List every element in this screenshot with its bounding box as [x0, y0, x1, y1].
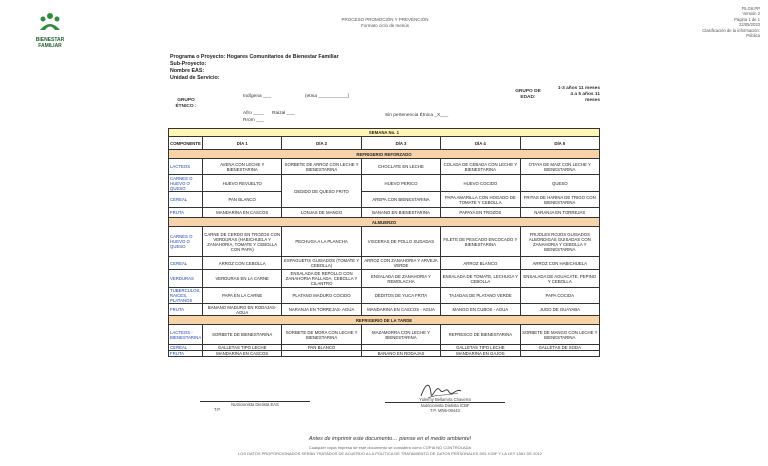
age-range-2: 4 a 5 años 11 [570, 92, 600, 97]
table-row [169, 192, 600, 208]
menu-cell: SORBETE DE MANGO CON LECHE Y BIENESTARINA [520, 325, 599, 345]
menu-cell: ARROZ CON ZANAHORIA Y ARVEJA VERDE [361, 257, 440, 270]
menu-cell: ARROZ CON HABICHUELA [520, 257, 599, 270]
ethnic-raizal: Raizal ___ [272, 111, 295, 116]
table-row [169, 159, 600, 175]
ethnic-none: Sin pertenencia Étnica _X___ [385, 113, 449, 118]
document-header [300, 17, 470, 29]
menu-cell: SORBETE DE BIENESTARINA [203, 325, 282, 345]
program-name: Programa o Proyecto: Hogares Comunitarios de Bienestar Familiar [170, 54, 339, 60]
signature-eas-tp: T.P. [214, 407, 221, 412]
day-header: DÍA 5 [520, 137, 599, 150]
menu-cell: HUEVO COCIDO [441, 175, 520, 192]
menu-cell: PECHUGA A LA PLANCHA [282, 227, 361, 257]
header-row [169, 137, 600, 150]
menu-cell: ARROZ BLANCO [441, 257, 520, 270]
doc-page: Página 1 de 1 [734, 16, 760, 22]
menu-cell: REFRESCO DE BIENESTARINA [441, 325, 520, 345]
menu-cell: PAPA EN LA CARNE [203, 288, 282, 304]
logo-line2: FAMILIAR [38, 43, 62, 49]
ethnic-group-label: GRUPO ÉTNICO : [175, 98, 197, 109]
menu-cell: GALLETAS TIPO LECHE [441, 345, 520, 351]
signature-eas-role: Nutricionista Dietista EAS [231, 402, 279, 407]
menu-table [168, 128, 600, 357]
age-range-3: meses [585, 98, 600, 103]
process-title: PROCESO PROMOCIÓN Y PREVENCIÓN [341, 17, 429, 22]
table-row [169, 304, 600, 316]
menu-cell: BANANO EN BIENESTARINA [361, 208, 440, 218]
table-row [169, 257, 600, 270]
menu-cell: PAPA COCIDA [520, 288, 599, 304]
footer-copy-note: Cualquier copia impresa de este documento se considera como COPIA NO CONTROLADA [308, 445, 472, 450]
menu-cell: GALLETAS DE SODA [520, 345, 599, 351]
menu-cell: ARROZ CON CEBOLLA [203, 257, 282, 270]
menu-cell: SORBETE DE MORA CON LECHE Y BIENESTARINA [282, 325, 361, 345]
menu-cell: MANGO EN CUBOS - AGUA [441, 304, 520, 316]
menu-cell: CHOCLATE EN LECHE [361, 159, 440, 175]
table-row [169, 208, 600, 218]
menu-cell: DEDIDO DE QUESO FRITO [282, 175, 361, 208]
logo-line1: BIENESTAR [35, 37, 65, 43]
component-label: CEREAL [169, 192, 203, 208]
menu-cell: GALLETAS TIPO LECHE [203, 345, 282, 351]
sub-project: Sub-Proyecto: [170, 61, 207, 67]
doc-date: 22/05/2023 [739, 22, 760, 28]
menu-cell: ESPAGUETIS GUISADOS (TOMATE Y CEBOLLA) [282, 257, 361, 270]
menu-cell: FRITAS DE HARINA DE TRIGO CON BIENESTARINA [520, 192, 599, 208]
menu-cell: MANDARINA EN CASCOS - AGUA [361, 304, 440, 316]
menu-cell: AVENA CON LECHE Y BIENESTARINA [203, 159, 282, 175]
menu-cell: MANDARINA EN CASCOS [203, 208, 282, 218]
component-label: FRUTA [169, 351, 203, 357]
menu-cell: MANDARINA EN CASCOS [203, 351, 282, 357]
ethnic-afro: Afro ____ [243, 111, 264, 116]
section-refrigerio-reforzado: REFRIGERIO REFORZADO [169, 150, 600, 159]
menu-cell: JUGO DE GUAYABA [520, 304, 599, 316]
week-row [169, 129, 600, 137]
ethnic-etnia: (etnia ___________) [305, 94, 350, 99]
menu-cell: MANDARINA EN GAJOS [441, 351, 520, 357]
table-row [169, 227, 600, 257]
icbf-logo [28, 12, 72, 49]
signature-icbf-name: Yuleimy Bellamira Chaverra [419, 397, 471, 402]
signature-eas [200, 401, 310, 412]
component-label: CEREAL [169, 345, 203, 351]
menu-cell: LONJAS DE MANGO [282, 208, 361, 218]
component-label: FRUTA [169, 208, 203, 218]
section-refrigerio-tarde: REFRIGERIO DE LA TARDE [169, 316, 600, 325]
doc-version: Versión 2 [742, 11, 760, 17]
doc-code: F5.G6.PP [741, 6, 760, 11]
age-group-label: GRUPO DE EDAD: [515, 89, 541, 100]
day-header: DÍA 1 [203, 137, 282, 150]
signature-icbf-tp: T.P. MN6-09443 [430, 408, 460, 413]
component-label: LACTEOS - BIENESTARINA [169, 325, 203, 345]
component-label: CEREAL [169, 257, 203, 270]
doc-classification-label: Clasificación de la información: [702, 27, 760, 33]
table-row [169, 270, 600, 288]
day-header: DÍA 4 [441, 137, 520, 150]
eas-name: Nombre EAS: [170, 68, 205, 74]
section-almuerzo: ALMUERZO [169, 218, 600, 227]
menu-cell: NARANJA EN TORREJAS- AGUA [282, 304, 361, 316]
component-header: COMPONENTE [169, 137, 203, 150]
menu-cell: FILETE DE PESCADO ENCOCADO Y BIENESTARINA [441, 227, 520, 257]
menu-cell: BANANO EN RODAJAS [361, 351, 440, 357]
menu-cell: ENSALADA DE AGUACATE, PEPINO Y CEBOLLA [520, 270, 599, 288]
menu-cell: ENSALADA DE TOMATE, LECHUGA Y CEBOLLA [441, 270, 520, 288]
menu-cell: DEDITOS DE YUCA FRITA [361, 288, 440, 304]
menu-cell: CARNE DE CERDO EN TROZOS CON VERDURAS (HABICHUELA Y ZANAHORIA, TOMATE Y CEBOLLA CON PAPA) [203, 227, 282, 257]
component-label: FRUTA [169, 304, 203, 316]
format-title: Formato ciclo de menús [360, 23, 410, 28]
signature-icbf [385, 397, 505, 413]
menu-cell: ENSALADA DE ZANAHORIA Y REMOLACHA [361, 270, 440, 288]
menu-cell: OTAYA DE MAIZ CON LECHE Y BIENESTARINA [520, 159, 599, 175]
menu-cell: MAZAMORRA CON LECHE Y BIENESTARINA [361, 325, 440, 345]
doc-classification: Pública [746, 33, 760, 39]
table-row [169, 288, 600, 304]
menu-cell: PAN BLANCO [282, 345, 361, 351]
menu-cell: PAPAYA EN TROZOS [441, 208, 520, 218]
age-range-1: 1-3 años 11 meses [557, 86, 600, 91]
menu-cell: TAJADAS DE PLATANO VERDE [441, 288, 520, 304]
menu-cell: NARANJA EN TORREJAS [520, 208, 599, 218]
component-label: VERDURAS [169, 270, 203, 288]
menu-cell: ENSALADA DE REPOLLO CON ZANAHORIA RALLADA, CEBOLLA Y CILANTRO [282, 270, 361, 288]
footer-slogan: Antes de imprimir este documento… piense en el medio ambiente! [308, 436, 472, 442]
menu-cell [520, 351, 599, 357]
menu-cell: COLADA DE CEBADA CON LECHE Y BIENESTARINA [441, 159, 520, 175]
component-label: TUBERCULOS, RAICES, PLATANOS [170, 288, 201, 303]
table-row [169, 175, 600, 192]
ethnic-indigena: Indígena ___ [243, 94, 272, 99]
table-row [169, 325, 600, 345]
menu-cell: VERDURAS EN LA CARNE [203, 270, 282, 288]
table-row [169, 351, 600, 357]
week-title: SEMANA No. 1 [169, 129, 600, 137]
component-label: LACTEOS [169, 159, 203, 175]
menu-cell: PAN BLANCO [203, 192, 282, 208]
document-control-info [690, 6, 760, 38]
menu-cell: PLATANO MADURO COCIDO [282, 288, 361, 304]
menu-cell: SORBETE DE ARROZ CON LECHE Y BIENESTARINA [282, 159, 361, 175]
menu-cell: HUEVO REVUELTO [203, 175, 282, 192]
menu-cell: QUESO [520, 175, 599, 192]
menu-cell: AREPA CON BIENESTARINA [361, 192, 440, 208]
age-group-values [548, 86, 600, 104]
menu-cell: VISCERAS DE POLLO SUDADAS [361, 227, 440, 257]
service-unit: Unidad de Servicio: [170, 75, 220, 81]
component-label: CARNES O HUEVO O QUESO [169, 227, 203, 257]
component-label: CARNES O HUEVO O QUESO [169, 175, 203, 192]
program-info [170, 54, 339, 82]
menu-cell: BANANO MADURO EN RODAJAS- AGUA [203, 304, 282, 316]
day-header: DÍA 3 [361, 137, 440, 150]
ethnic-rrom: Rrom ___ [243, 118, 265, 123]
day-header: DÍA 2 [282, 137, 361, 150]
menu-cell [282, 351, 361, 357]
menu-cell: PAPA AMARILLA CON HOGADO DE TOMATE Y CEBOLLA [441, 192, 520, 208]
menu-cell: HUEVO PERICO [361, 175, 440, 192]
signature-icbf-role: Nutricionista Dietista ICBF [420, 403, 470, 408]
menu-cell: FRIJOLES ROJOS GUISADOS ALBONDIGAS GUISADAS CON ZANAHORIA Y CEBOLLA Y BIENESTARINA [520, 227, 599, 257]
family-logo-icon [38, 12, 62, 32]
footer-data-note: LOS DATOS PROPORCIONADOS SERÁN TRATADOS DE ACUERDO A LA POLÍTICA DE TRATAMIENTO DE DATOS PERSONALES DEL ICBF Y LA LEY 1581 DE 2012 [237, 451, 543, 456]
